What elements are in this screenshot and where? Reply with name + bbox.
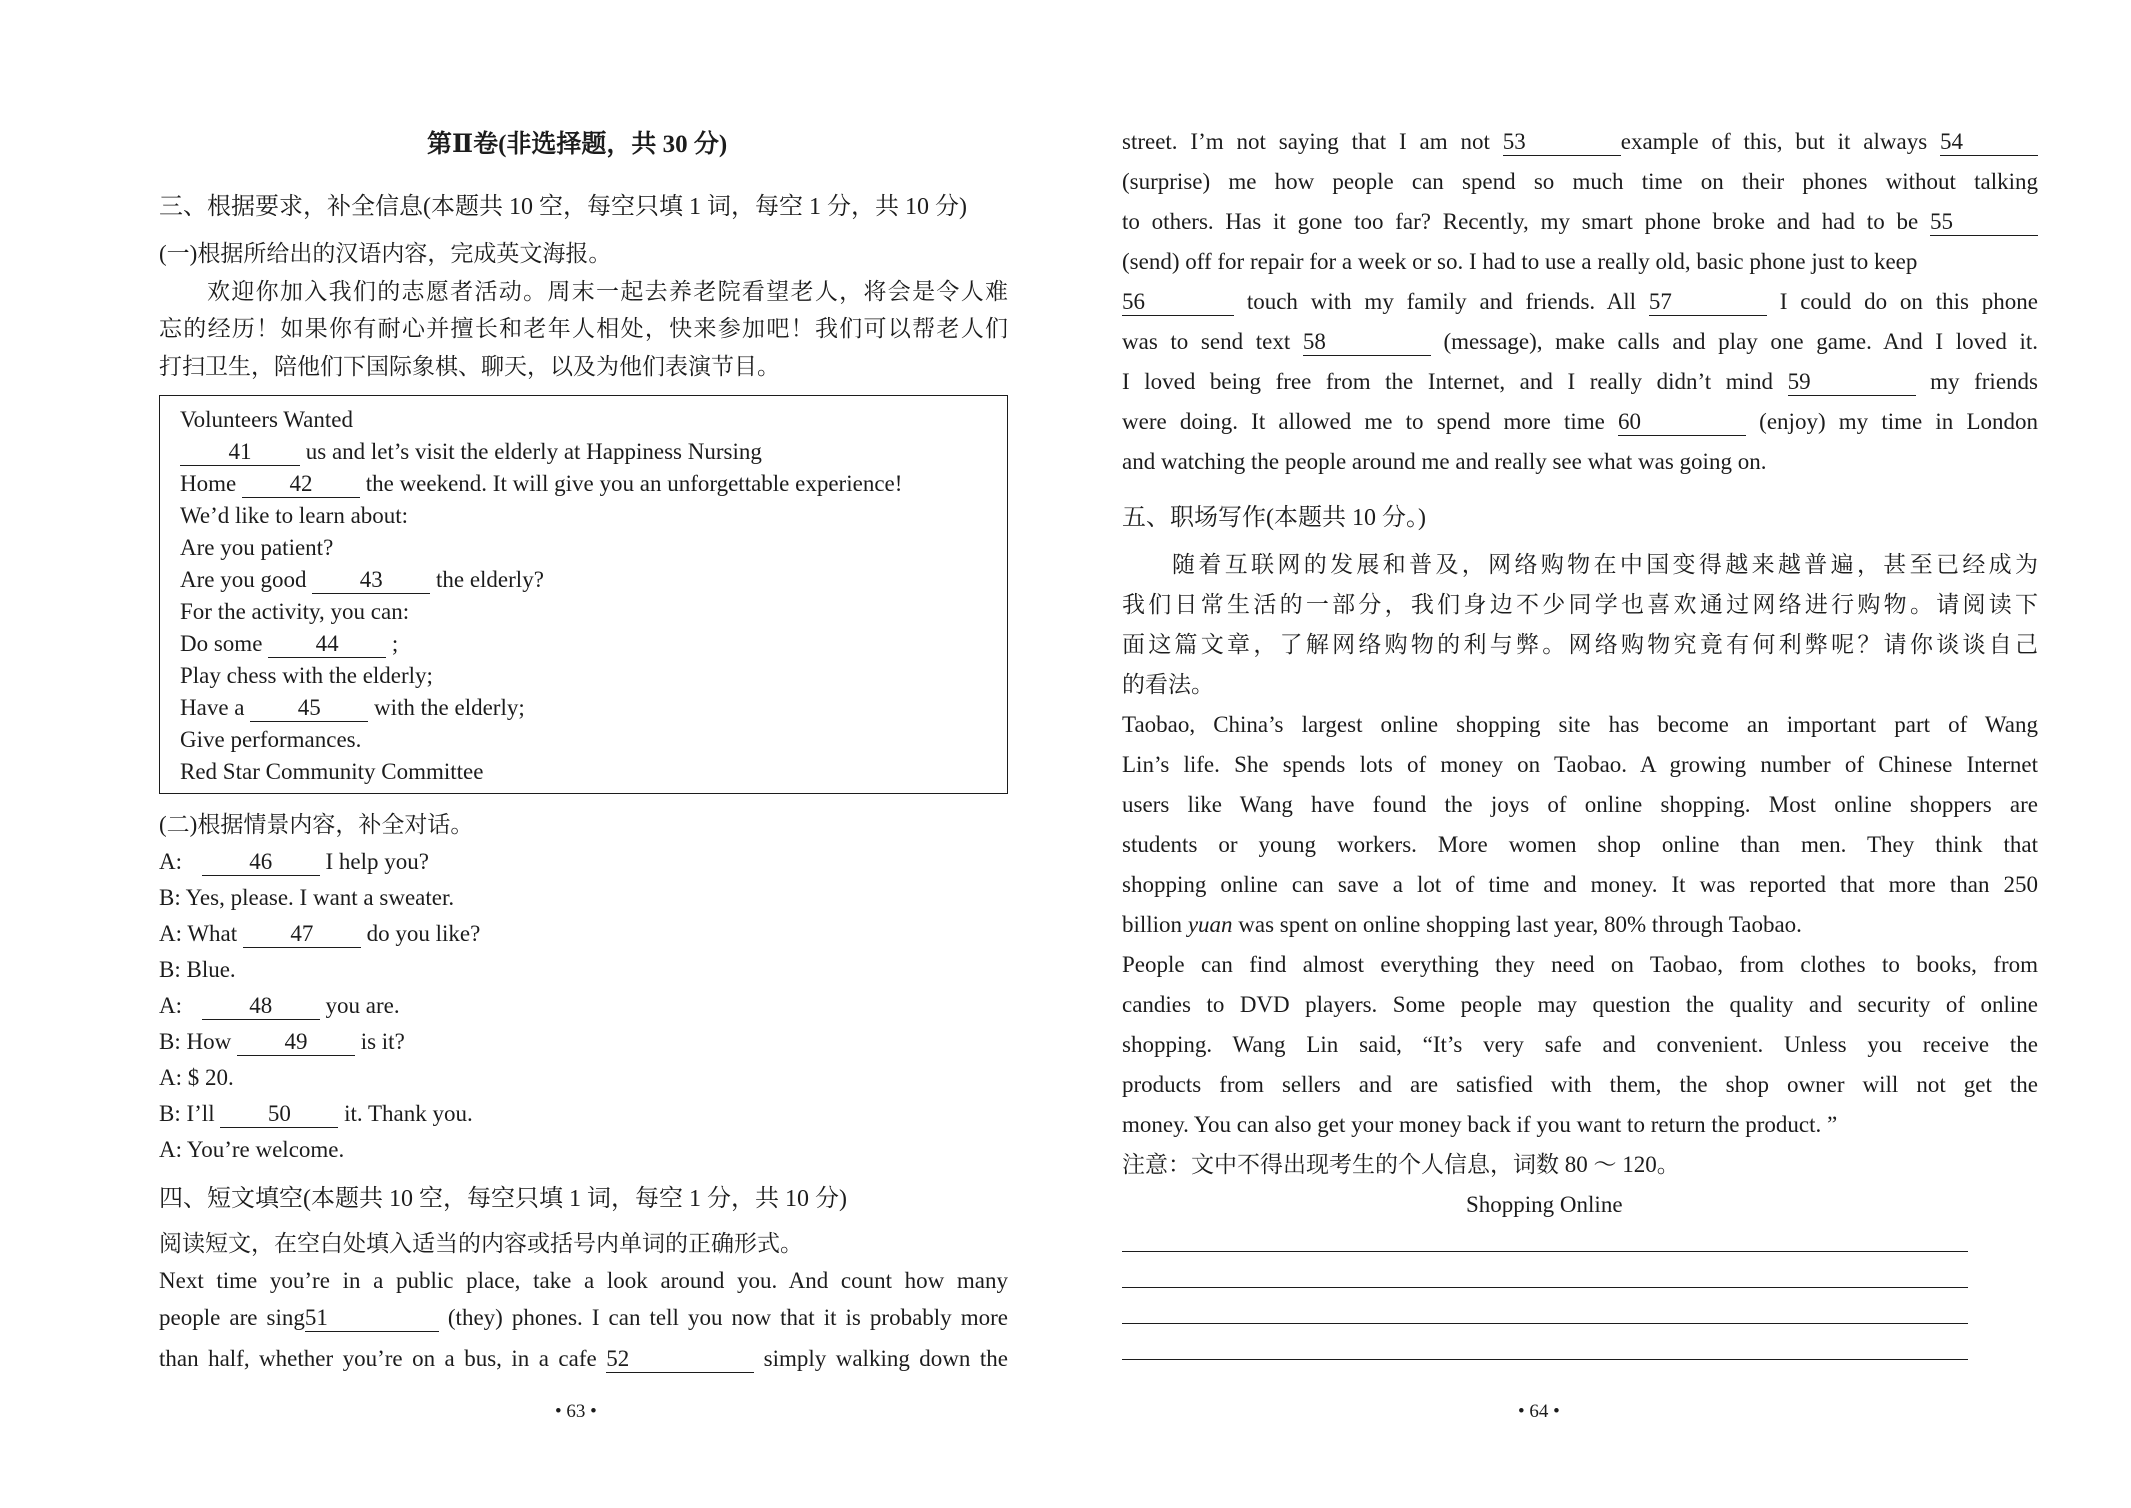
blank-48[interactable]: 48 bbox=[202, 993, 320, 1020]
poster-line bbox=[180, 565, 544, 595]
dialogue-text: A: bbox=[159, 849, 188, 874]
section5-intro-line: 面这篇文章，了解网络购物的利与弊。网络购物究竟有何利弊呢？请你谈谈自己 bbox=[1122, 632, 2038, 657]
part2-heading: (二)根据情景内容，补全对话。 bbox=[159, 812, 474, 837]
right-page bbox=[1065, 0, 2131, 1508]
blank-41[interactable]: 41 bbox=[180, 439, 300, 466]
article-line: Lin’s life. She spends lots of money on Taobao. A growing number of Chinese Internet bbox=[1122, 752, 2038, 777]
poster-text: Home bbox=[180, 471, 242, 496]
dialogue-line bbox=[159, 844, 429, 880]
article-italic-text: yuan bbox=[1187, 912, 1233, 937]
poster-line bbox=[180, 629, 398, 659]
article-line: candies to DVD players. Some people may question the quality and security of online bbox=[1122, 992, 2038, 1017]
passage-text: I could do on this phone bbox=[1766, 289, 2038, 314]
blank-49[interactable]: 49 bbox=[237, 1029, 355, 1056]
blank-58[interactable]: 58 bbox=[1303, 329, 1431, 356]
blank-56[interactable]: 56 bbox=[1122, 289, 1234, 316]
passage-line bbox=[159, 1298, 1008, 1338]
article-line: shopping. Wang Lin said, “It’s very safe and convenient. Unless you receive the bbox=[1122, 1032, 2038, 1057]
writing-note: 注意：文中不得出现考生的个人信息，词数 80 ～ 120。 bbox=[1122, 1152, 1680, 1177]
dialogue-line: A: $ 20. bbox=[159, 1065, 234, 1090]
passage-text: street. I’m not saying that I am not bbox=[1122, 129, 1503, 154]
poster-text: the elderly? bbox=[430, 567, 544, 592]
article-line: students or young workers. More women shop online than men. They think that bbox=[1122, 832, 2038, 857]
dialogue-line: A: You’re welcome. bbox=[159, 1137, 345, 1162]
poster-text: the weekend. It will give you an unforgettable experience! bbox=[359, 471, 903, 496]
passage-text: was to send text bbox=[1122, 329, 1303, 354]
passage-line bbox=[1122, 362, 2038, 402]
dialogue-text: it. Thank you. bbox=[338, 1101, 473, 1126]
blank-47[interactable]: 47 bbox=[243, 921, 361, 948]
part1-heading: (一)根据所给出的汉语内容，完成英文海报。 bbox=[159, 241, 612, 266]
dialogue-line: B: Blue. bbox=[159, 957, 236, 982]
section5-intro-line: 随着互联网的发展和普及，网络购物在中国变得越来越普遍，甚至已经成为 bbox=[1172, 552, 2038, 577]
poster-line bbox=[180, 469, 902, 499]
poster-title: Volunteers Wanted bbox=[180, 407, 353, 432]
article-text: billion bbox=[1122, 912, 1188, 937]
blank-46[interactable]: 46 bbox=[202, 849, 320, 876]
section3-heading: 三、根据要求，补全信息(本题共 10 空，每空只填 1 词，每空 1 分，共 10 分) bbox=[159, 194, 967, 220]
blank-55[interactable]: 55 bbox=[1930, 209, 2038, 236]
blank-44[interactable]: 44 bbox=[268, 631, 386, 658]
dialogue-line: B: Yes, please. I want a sweater. bbox=[159, 885, 455, 910]
blank-59[interactable]: 59 bbox=[1788, 369, 1916, 396]
answer-line[interactable] bbox=[1122, 1359, 1968, 1360]
poster-text: Do some bbox=[180, 631, 269, 656]
passage-text: simply walking down the bbox=[754, 1346, 1008, 1371]
dialogue-text: B: How bbox=[159, 1029, 237, 1054]
dialogue-text: is it? bbox=[354, 1029, 405, 1054]
dialogue-text: A: What bbox=[159, 921, 243, 946]
article-line: shopping online can save a lot of time and money. It was reported that more than 250 bbox=[1122, 872, 2038, 897]
passage-line bbox=[1122, 402, 2038, 442]
part1-intro-line: 欢迎你加入我们的志愿者活动。周末一起去养老院看望老人，将会是令人难 bbox=[207, 279, 1008, 304]
left-page bbox=[0, 0, 1065, 1508]
dialogue-line bbox=[159, 916, 480, 952]
poster-line: Are you patient? bbox=[180, 535, 334, 560]
passage-text: people are sing bbox=[159, 1305, 305, 1330]
blank-60[interactable]: 60 bbox=[1618, 409, 1746, 436]
passage-line: and watching the people around me and really see what was going on. bbox=[1122, 449, 1767, 474]
article-line: products from sellers and are satisfied with them, the shop owner will not get the bbox=[1122, 1072, 2038, 1097]
poster-line: For the activity, you can: bbox=[180, 599, 410, 624]
answer-line[interactable] bbox=[1122, 1251, 1968, 1252]
passage-line: (send) off for repair for a week or so. I had to use a really old, basic phone just to keep bbox=[1122, 249, 1918, 274]
dialogue-text: you are. bbox=[319, 993, 400, 1018]
section5-intro-line: 我们日常生活的一部分，我们身边不少同学也喜欢通过网络进行购物。请阅读下 bbox=[1122, 592, 2038, 617]
poster-line: We’d like to learn about: bbox=[180, 503, 409, 528]
volunteer-poster bbox=[159, 395, 1008, 794]
writing-title: Shopping Online bbox=[1466, 1192, 1623, 1217]
passage-line bbox=[1122, 282, 2038, 322]
blank-43[interactable]: 43 bbox=[312, 567, 430, 594]
dialogue-text: I help you? bbox=[319, 849, 429, 874]
page-number: • 64 • bbox=[1518, 1401, 1560, 1422]
dialogue-line bbox=[159, 1024, 405, 1060]
poster-line: Red Star Community Committee bbox=[180, 759, 484, 784]
dialogue-text: do you like? bbox=[360, 921, 481, 946]
part-title: 第Ⅱ卷(非选择题，共 30 分) bbox=[427, 131, 728, 158]
passage-text: touch with my family and friends. All bbox=[1234, 289, 1649, 314]
article-line: users like Wang have found the joys of online shopping. Most online shoppers are bbox=[1122, 792, 2038, 817]
poster-text: Are you good bbox=[180, 567, 313, 592]
dialogue-text: A: bbox=[159, 993, 188, 1018]
part1-intro-line: 打扫卫生，陪他们下国际象棋、聊天，以及为他们表演节目。 bbox=[159, 354, 780, 379]
passage-line bbox=[1122, 122, 2038, 162]
dialogue-text: B: I’ll bbox=[159, 1101, 221, 1126]
blank-53[interactable]: 53 bbox=[1503, 129, 1621, 156]
blank-52[interactable]: 52 bbox=[606, 1346, 754, 1373]
poster-line: Play chess with the elderly; bbox=[180, 663, 433, 688]
article-line: People can find almost everything they need on Taobao, from clothes to books, from bbox=[1122, 952, 2038, 977]
dialogue-line bbox=[159, 1096, 473, 1132]
passage-text: example of this, but it always bbox=[1620, 129, 1941, 154]
blank-54[interactable]: 54 bbox=[1940, 129, 2038, 156]
section5-heading: 五、职场写作(本题共 10 分。) bbox=[1122, 505, 1426, 531]
passage-text: (enjoy) my time in London bbox=[1746, 409, 2038, 434]
passage-text: were doing. It allowed me to spend more time bbox=[1122, 409, 1619, 434]
article-line: Taobao, China’s largest online shopping site has become an important part of Wang bbox=[1122, 712, 2038, 737]
passage-text: (message), make calls and play one game. And I loved it. bbox=[1430, 329, 2038, 354]
dialogue-line bbox=[159, 988, 400, 1024]
answer-line[interactable] bbox=[1122, 1323, 1968, 1324]
part1-intro-line: 忘的经历！如果你有耐心并擅长和老年人相处，快来参加吧！我们可以帮老人们 bbox=[159, 316, 1008, 341]
section5-intro-line: 的看法。 bbox=[1122, 672, 1214, 697]
passage-text: my friends bbox=[1915, 369, 2038, 394]
blank-50[interactable]: 50 bbox=[220, 1101, 338, 1128]
passage-text: than half, whether you’re on a bus, in a cafe bbox=[159, 1346, 607, 1371]
article-text: was spent on online shopping last year, 80% through Taobao. bbox=[1232, 912, 1802, 937]
poster-line bbox=[180, 693, 525, 723]
blank-57[interactable]: 57 bbox=[1649, 289, 1767, 316]
passage-line bbox=[1122, 322, 2038, 362]
blank-42[interactable]: 42 bbox=[242, 471, 360, 498]
passage-line bbox=[159, 1339, 1008, 1379]
passage-line: Next time you’re in a public place, take a look around you. And count how many bbox=[159, 1268, 1008, 1293]
page-number: • 63 • bbox=[555, 1401, 597, 1422]
section4-instruction: 阅读短文，在空白处填入适当的内容或括号内单词的正确形式。 bbox=[159, 1231, 803, 1256]
article-line: money. You can also get your money back if you want to return the product. ” bbox=[1122, 1112, 1838, 1137]
passage-line: (surprise) me how people can spend so much time on their phones without talking bbox=[1122, 169, 2038, 194]
passage-line bbox=[1122, 202, 2038, 242]
poster-text: ; bbox=[386, 631, 399, 656]
article-line bbox=[1122, 905, 1802, 945]
poster-text: with the elderly; bbox=[368, 695, 525, 720]
poster-line: Give performances. bbox=[180, 727, 362, 752]
answer-line[interactable] bbox=[1122, 1287, 1968, 1288]
passage-text: to others. Has it gone too far? Recently, my smart phone broke and had to be bbox=[1122, 209, 1930, 234]
blank-45[interactable]: 45 bbox=[250, 695, 368, 722]
poster-text: Have a bbox=[180, 695, 251, 720]
section4-heading: 四、短文填空(本题共 10 空，每空只填 1 词，每空 1 分，共 10 分) bbox=[159, 1186, 847, 1212]
poster-line bbox=[180, 437, 762, 467]
poster-text: us and let’s visit the elderly at Happiness Nursing bbox=[300, 439, 762, 464]
passage-text: I loved being free from the Internet, and I really didn’t mind bbox=[1122, 369, 1788, 394]
passage-text: (they) phones. I can tell you now that it is probably more bbox=[438, 1305, 1008, 1330]
blank-51[interactable]: 51 bbox=[305, 1305, 439, 1332]
